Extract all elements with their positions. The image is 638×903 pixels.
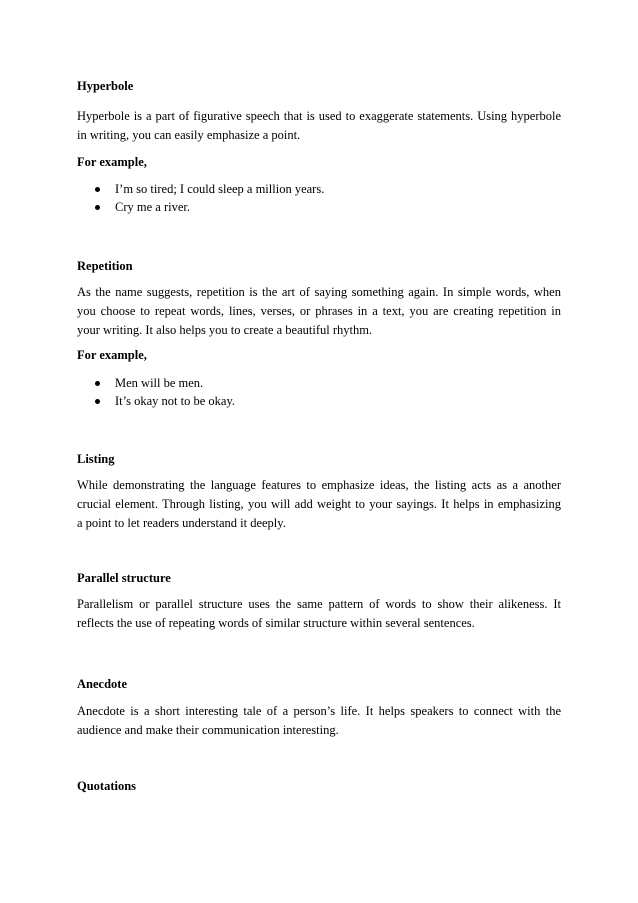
- paragraph-line: Anecdote is a short interesting tale of a person’s life. It helps speakers to connect with the: [77, 704, 561, 718]
- paragraph-line: Hyperbole is a part of figurative speech that is used to exaggerate statements. Using hyperbole: [77, 109, 561, 123]
- bullet-icon: [95, 399, 100, 404]
- example-list-hyperbole: [77, 180, 561, 216]
- bullet-icon: [95, 205, 100, 210]
- paragraph-line: reflects the use of repeating words of similar structure within several sentences.: [77, 616, 475, 630]
- list-item: [77, 392, 561, 410]
- paragraph-line: crucial element. Through listing, you will add weight to your sayings. It helps in emphasizing: [77, 497, 561, 511]
- paragraph-line: in writing, you can easily emphasize a point.: [77, 128, 301, 142]
- section-paragraph-listing: [77, 476, 561, 533]
- section-heading-hyperbole: Hyperbole: [77, 79, 134, 93]
- section-paragraph-parallel-structure: [77, 595, 561, 633]
- bullet-icon: [95, 381, 100, 386]
- section-heading-quotations: Quotations: [77, 779, 137, 793]
- section-heading-repetition: Repetition: [77, 259, 133, 273]
- paragraph-line: Parallelism or parallel structure uses the same pattern of words to show their alikeness. It: [77, 597, 561, 611]
- list-item: [77, 374, 561, 392]
- example-label-hyperbole: For example,: [77, 155, 147, 169]
- section-heading-anecdote: Anecdote: [77, 677, 127, 691]
- list-item: [77, 198, 561, 216]
- example-label-repetition: For example,: [77, 348, 147, 362]
- paragraph-line: As the name suggests, repetition is the art of saying something again. In simple words, when: [77, 285, 561, 299]
- list-item-text: It’s okay not to be okay.: [115, 394, 236, 408]
- bullet-icon: [95, 187, 100, 192]
- section-paragraph-hyperbole: [77, 107, 561, 145]
- section-heading-listing: Listing: [77, 452, 115, 466]
- example-list-repetition: [77, 374, 561, 410]
- paragraph-line: a point to let readers understand it deeply.: [77, 516, 286, 530]
- section-paragraph-repetition: [77, 283, 561, 340]
- paragraph-line: you choose to repeat words, lines, verses, or phrases in a text, you are creating repetition in: [77, 304, 561, 318]
- section-paragraph-anecdote: [77, 702, 561, 740]
- section-heading-parallel-structure: Parallel structure: [77, 571, 171, 585]
- list-item-text: I’m so tired; I could sleep a million years.: [115, 182, 325, 196]
- paragraph-line: audience and make their communication interesting.: [77, 723, 339, 737]
- paragraph-line: your writing. It also helps you to create a beautiful rhythm.: [77, 323, 373, 337]
- paragraph-line: While demonstrating the language features to emphasize ideas, the listing acts as a another: [77, 478, 561, 492]
- list-item: [77, 180, 561, 198]
- list-item-text: Cry me a river.: [115, 200, 190, 214]
- list-item-text: Men will be men.: [115, 376, 204, 390]
